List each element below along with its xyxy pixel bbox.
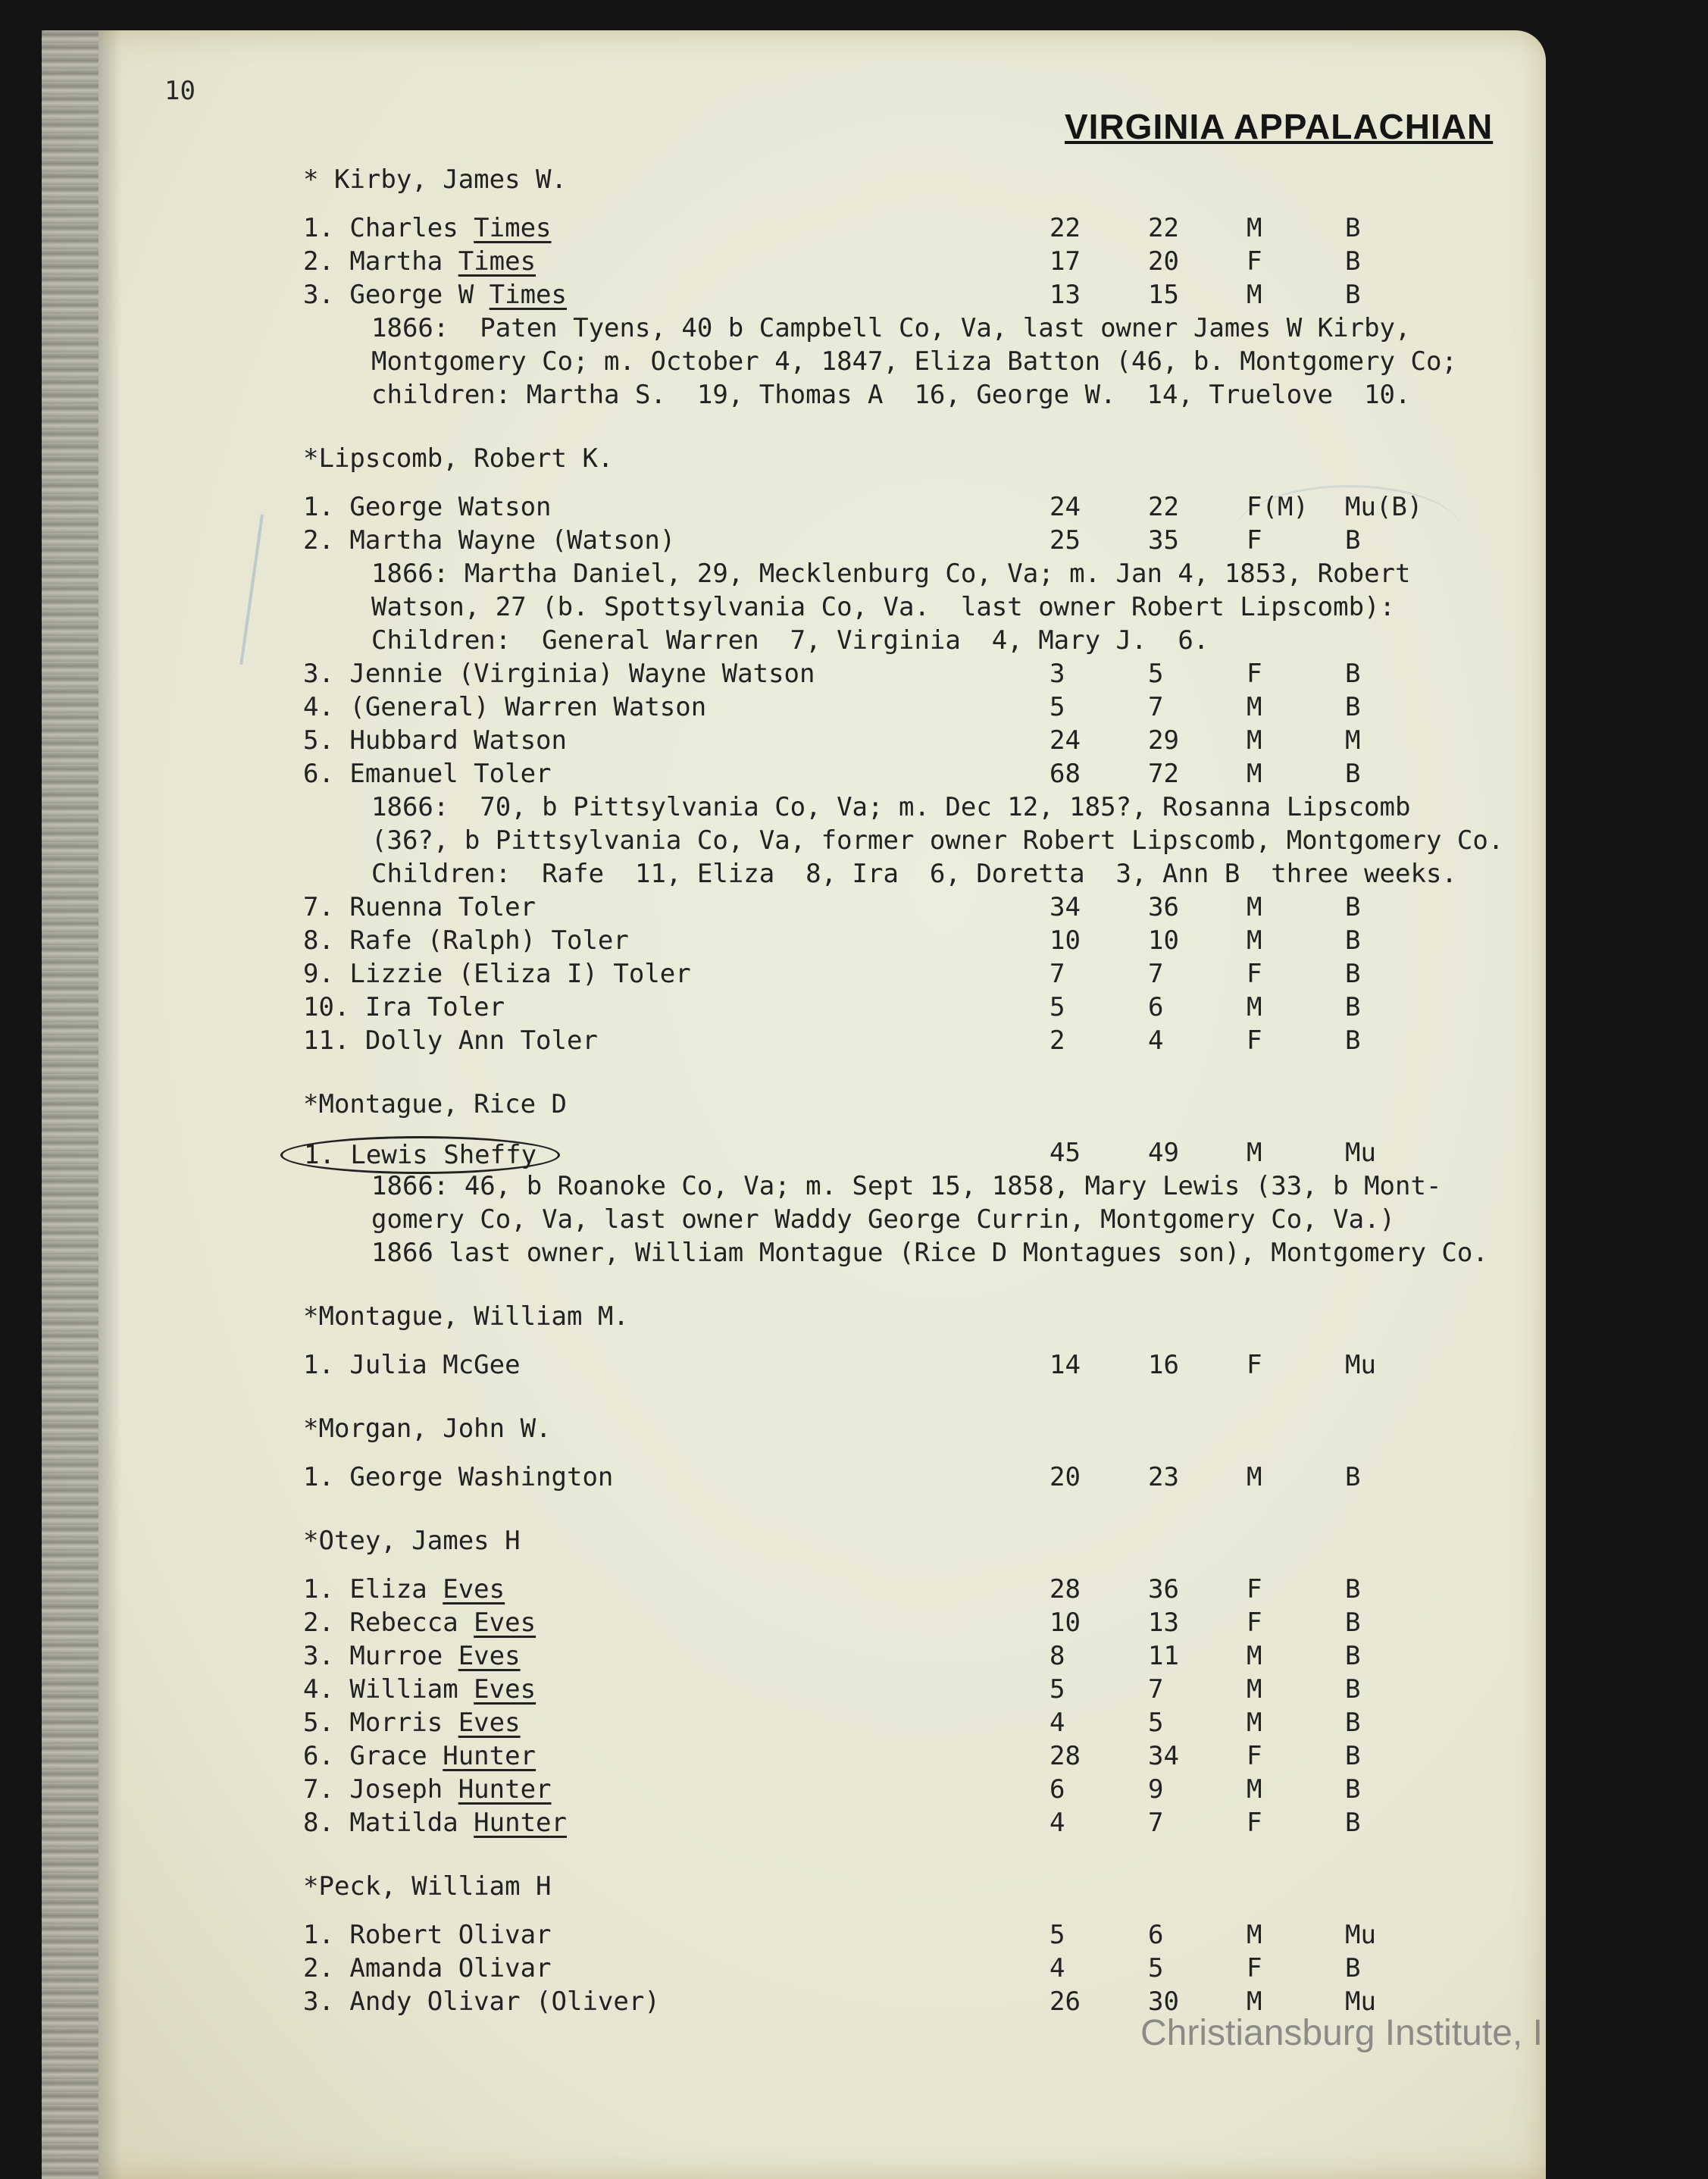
age-1866: 34 [1148,1741,1179,1771]
age-1865: 7 [1050,959,1065,989]
note-line: 1866 last owner, William Montague (Rice D Montagues son), Montgomery Co. [371,1238,1488,1268]
person-row [303,1024,1576,1057]
age-1866: 11 [1148,1641,1179,1671]
color: B [1345,1608,1361,1638]
owner-block [303,1412,1576,1494]
sex: M [1247,759,1262,789]
sex: M [1247,1462,1262,1492]
sex: F [1247,1608,1262,1638]
age-1865: 34 [1050,892,1081,922]
person-name: 1. Charles Times [303,213,552,243]
sex: M [1247,1138,1262,1168]
color: B [1345,892,1361,922]
age-1865: 22 [1050,213,1081,243]
person-row [303,278,1576,312]
age-1865: 3 [1050,659,1065,689]
circled-name: 1. Lewis Sheffy [280,1136,560,1174]
age-1865: 28 [1050,1574,1081,1605]
person-row [303,957,1576,991]
color: B [1345,659,1361,689]
person-row [303,891,1576,924]
person-name: 1. Robert Olivar [303,1920,552,1950]
color: B [1345,1741,1361,1771]
color: B [1345,759,1361,789]
owner-name: *Montague, William M. [303,1301,629,1332]
age-1866: 35 [1148,525,1179,556]
color: B [1345,525,1361,556]
age-1866: 7 [1148,1674,1164,1705]
person-row [303,1606,1576,1639]
sex: M [1247,925,1262,956]
underlined-surname: Times [489,280,567,310]
note-1866 [303,791,1576,891]
owner-name: *Peck, William H [303,1871,552,1902]
underlined-surname: Hunter [443,1741,536,1771]
age-1865: 5 [1050,692,1065,722]
age-1865: 5 [1050,1920,1065,1950]
person-name: 1. George Washington [303,1462,614,1492]
person-name: 1. George Watson [303,492,552,522]
note-line: (36?, b Pittsylvania Co, Va, former owner Robert Lipscomb, Montgomery Co. [371,825,1504,856]
person-name: 2. Rebecca Eves [303,1608,536,1638]
note-line: 1866: 70, b Pittsylvania Co, Va; m. Dec 12, 185?, Rosanna Lipscomb [371,792,1411,822]
note-line: children: Martha S. 19, Thomas A 16, George W. 14, Truelove 10. [371,380,1411,410]
person-row [303,924,1576,957]
person-name [303,1136,1050,1169]
underlined-surname: Eves [458,1641,521,1671]
age-1866: 4 [1148,1025,1164,1056]
color: Mu [1345,1986,1376,2017]
sex: F [1247,959,1262,989]
person-name: 6. Emanuel Toler [303,759,552,789]
note-line: 1866: Martha Daniel, 29, Mecklenburg Co, Va; m. Jan 4, 1853, Robert [371,559,1411,589]
sex: M [1247,1641,1262,1671]
underlined-surname: Eves [443,1574,505,1605]
sex: F [1247,1741,1262,1771]
owner-block [303,163,1576,412]
person-name: 6. Grace Hunter [303,1741,536,1771]
age-1866: 30 [1148,1986,1179,2017]
person-name: 7. Joseph Hunter [303,1774,552,1805]
person-row [303,1918,1576,1952]
underlined-surname: Eves [474,1608,536,1638]
age-1866: 10 [1148,925,1179,956]
sex: F [1247,246,1262,277]
age-1866: 5 [1148,659,1164,689]
person-name: 3. George W Times [303,280,567,310]
age-1866: 20 [1148,246,1179,277]
person-name: 1. Eliza Eves [303,1574,505,1605]
age-1866: 5 [1148,1953,1164,1983]
color: Mu [1345,1350,1376,1380]
age-1866: 6 [1148,992,1164,1022]
age-1865: 26 [1050,1986,1081,2017]
color: B [1345,1462,1361,1492]
owner-block [303,1300,1576,1382]
age-1865: 45 [1050,1138,1081,1168]
color: B [1345,1574,1361,1605]
note-line: Montgomery Co; m. October 4, 1847, Eliza Batton (46, b. Montgomery Co; [371,346,1457,377]
color: M [1345,725,1361,756]
age-1865: 17 [1050,246,1081,277]
age-1866: 22 [1148,492,1179,522]
person-name: 5. Hubbard Watson [303,725,567,756]
person-row [303,1348,1576,1382]
age-1865: 4 [1050,1708,1065,1738]
underlined-surname: Hunter [458,1774,552,1805]
age-1865: 2 [1050,1025,1065,1056]
underlined-surname: Times [458,246,536,277]
person-name: 4. (General) Warren Watson [303,692,707,722]
person-name: 11. Dolly Ann Toler [303,1025,598,1056]
age-1866: 7 [1148,959,1164,989]
person-name: 1. Julia McGee [303,1350,521,1380]
underlined-surname: Eves [474,1674,536,1705]
underlined-surname: Eves [458,1708,521,1738]
person-name: 2. Martha Times [303,246,536,277]
person-row [303,490,1576,524]
note-line: Watson, 27 (b. Spottsylvania Co, Va. last owner Robert Lipscomb): [371,592,1396,622]
age-1866: 49 [1148,1138,1179,1168]
person-row [303,1639,1576,1673]
sex: M [1247,1920,1262,1950]
age-1866: 29 [1148,725,1179,756]
age-1865: 13 [1050,280,1081,310]
age-1865: 24 [1050,492,1081,522]
owner-name: * Kirby, James W. [303,164,567,195]
person-row [303,1739,1576,1773]
person-row [303,245,1576,278]
age-1865: 4 [1050,1808,1065,1838]
note-line: Children: General Warren 7, Virginia 4, Mary J. 6. [371,625,1209,656]
age-1865: 25 [1050,525,1081,556]
person-row [303,991,1576,1024]
sex: F [1247,525,1262,556]
color: B [1345,246,1361,277]
owner-block [303,1524,1576,1839]
color: B [1345,1674,1361,1705]
sex: F [1247,1350,1262,1380]
color: Mu [1345,1920,1376,1950]
underlined-surname: Times [474,213,552,243]
age-1866: 36 [1148,1574,1179,1605]
age-1866: 7 [1148,692,1164,722]
age-1865: 4 [1050,1953,1065,1983]
age-1866: 5 [1148,1708,1164,1738]
age-1865: 5 [1050,992,1065,1022]
age-1865: 10 [1050,1608,1081,1638]
person-name: 3. Murroe Eves [303,1641,521,1671]
color: Mu(B) [1345,492,1423,522]
age-1865: 8 [1050,1641,1065,1671]
color: B [1345,1774,1361,1805]
sex: M [1247,1774,1262,1805]
owner-name: *Morgan, John W. [303,1414,552,1444]
owner-block [303,1088,1576,1270]
person-name: 5. Morris Eves [303,1708,521,1738]
person-row [303,1136,1576,1169]
age-1865: 68 [1050,759,1081,789]
age-1866: 72 [1148,759,1179,789]
page-edge-stain [42,30,99,2179]
person-name: 3. Andy Olivar (Oliver) [303,1986,660,2017]
age-1866: 22 [1148,213,1179,243]
sex: M [1247,1708,1262,1738]
color: B [1345,1708,1361,1738]
owner-block [303,442,1576,1057]
color: B [1345,1025,1361,1056]
age-1866: 6 [1148,1920,1164,1950]
age-1866: 16 [1148,1350,1179,1380]
sex: F [1247,1025,1262,1056]
sex: F(M) [1247,492,1309,522]
sex: F [1247,1953,1262,1983]
person-row [303,1460,1576,1494]
sex: M [1247,992,1262,1022]
age-1866: 9 [1148,1774,1164,1805]
note-line: Children: Rafe 11, Eliza 8, Ira 6, Doretta 3, Ann B three weeks. [371,859,1457,889]
age-1865: 24 [1050,725,1081,756]
sex: M [1247,692,1262,722]
page-header: VIRGINIA APPALACHIAN [1065,107,1494,146]
person-row [303,757,1576,791]
sex: F [1247,659,1262,689]
color: Mu [1345,1138,1376,1168]
owner-name: *Lipscomb, Robert K. [303,443,614,474]
person-row [303,1952,1576,1985]
sex: M [1247,725,1262,756]
person-row [303,690,1576,724]
note-line: 1866: 46, b Roanoke Co, Va; m. Sept 15, 1858, Mary Lewis (33, b Mont- [371,1171,1442,1201]
note-1866 [303,312,1576,412]
color: B [1345,213,1361,243]
person-row [303,1573,1576,1606]
age-1866: 36 [1148,892,1179,922]
person-row [303,524,1576,557]
note-1866 [303,557,1576,657]
person-name: 8. Matilda Hunter [303,1808,567,1838]
color: B [1345,1641,1361,1671]
sex: M [1247,280,1262,310]
age-1866: 15 [1148,280,1179,310]
watermark: Christiansburg Institute, I [1140,2013,1543,2053]
age-1866: 7 [1148,1808,1164,1838]
sex: F [1247,1808,1262,1838]
age-1865: 10 [1050,925,1081,956]
note-1866 [303,1169,1576,1270]
person-row [303,657,1576,690]
sex: F [1247,1574,1262,1605]
color: B [1345,692,1361,722]
color: B [1345,1953,1361,1983]
age-1865: 6 [1050,1774,1065,1805]
underlined-surname: Hunter [474,1808,567,1838]
person-row [303,1673,1576,1706]
person-name: 2. Martha Wayne (Watson) [303,525,676,556]
document-body [303,163,1576,2049]
person-row [303,1773,1576,1806]
person-row [303,1706,1576,1739]
owner-name: *Otey, James H [303,1526,521,1556]
note-line: 1866: Paten Tyens, 40 b Campbell Co, Va, last owner James W Kirby, [371,313,1411,343]
sex: M [1247,1674,1262,1705]
note-line: gomery Co, Va, last owner Waddy George Currin, Montgomery Co, Va.) [371,1204,1396,1235]
page-number: 10 [164,76,196,106]
person-name: 8. Rafe (Ralph) Toler [303,925,629,956]
person-name: 7. Ruenna Toler [303,892,536,922]
person-row [303,724,1576,757]
color: B [1345,1808,1361,1838]
person-name: 3. Jennie (Virginia) Wayne Watson [303,659,815,689]
owner-name: *Montague, Rice D [303,1089,567,1119]
age-1865: 14 [1050,1350,1081,1380]
age-1865: 20 [1050,1462,1081,1492]
person-name: 4. William Eves [303,1674,536,1705]
age-1865: 5 [1050,1674,1065,1705]
person-name: 10. Ira Toler [303,992,505,1022]
color: B [1345,925,1361,956]
person-row [303,211,1576,245]
person-name: 2. Amanda Olivar [303,1953,552,1983]
age-1866: 13 [1148,1608,1179,1638]
color: B [1345,992,1361,1022]
person-name: 9. Lizzie (Eliza I) Toler [303,959,691,989]
age-1866: 23 [1148,1462,1179,1492]
color: B [1345,280,1361,310]
sex: M [1247,892,1262,922]
age-1865: 28 [1050,1741,1081,1771]
sex: M [1247,213,1262,243]
sex: M [1247,1986,1262,2017]
owner-block [303,1870,1576,2018]
color: B [1345,959,1361,989]
person-row [303,1806,1576,1839]
